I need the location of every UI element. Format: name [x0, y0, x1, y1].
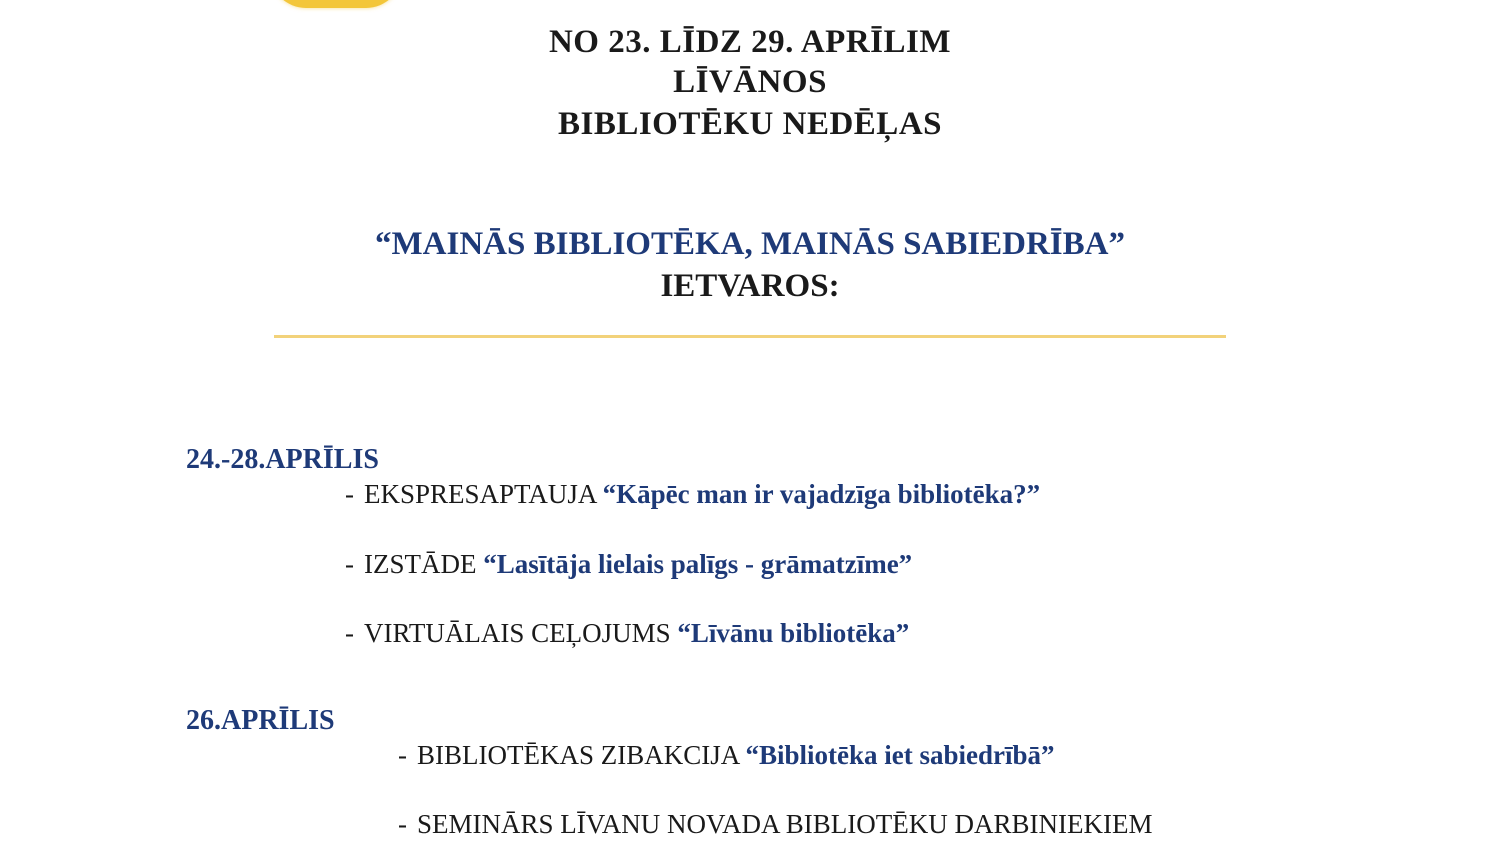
event-title: “Bibliotēka iet sabiedrībā”	[745, 740, 1055, 770]
event-type: IZSTĀDE	[364, 549, 477, 579]
heading-city: LĪVĀNOS	[673, 64, 827, 100]
list-item	[345, 617, 909, 649]
list-item	[345, 478, 1040, 510]
event-title: “Kāpēc man ir vajadzīga bibliotēka?”	[602, 479, 1041, 509]
section-date-1: 24.-28.APRĪLIS	[186, 444, 379, 475]
event-title: “Līvānu bibliotēka”	[677, 618, 910, 648]
list-bullet: -	[345, 479, 354, 509]
heading-event: BIBLIOTĒKU NEDĒĻAS	[557, 106, 943, 142]
list-item	[398, 739, 1055, 771]
section-date-2: 26.APRĪLIS	[186, 705, 335, 736]
list-item	[398, 808, 1153, 840]
event-title: “Lasītāja lielais palīgs - grāmatzīme”	[483, 549, 913, 579]
list-bullet: -	[398, 809, 407, 839]
list-bullet: -	[345, 549, 354, 579]
section-divider	[274, 335, 1226, 338]
event-type: VIRTUĀLAIS CEĻOJUMS	[364, 618, 671, 648]
list-item	[345, 548, 912, 580]
logo-sun-icon	[270, 0, 402, 8]
heading-dates: NO 23. LĪDZ 29. APRĪLIM	[548, 24, 952, 60]
event-type: BIBLIOTĒKAS ZIBAKCIJA	[417, 740, 739, 770]
list-bullet: -	[345, 618, 354, 648]
event-type: SEMINĀRS LĪVANU NOVADA BIBLIOTĒKU DARBINIEKIEM	[417, 809, 1153, 839]
slogan-suffix: IETVAROS:	[660, 268, 840, 304]
slogan-title: “MAINĀS BIBLIOTĒKA, MAINĀS SABIEDRĪBA”	[375, 226, 1125, 262]
event-type: EKSPRESAPTAUJA	[364, 479, 596, 509]
list-bullet: -	[398, 740, 407, 770]
